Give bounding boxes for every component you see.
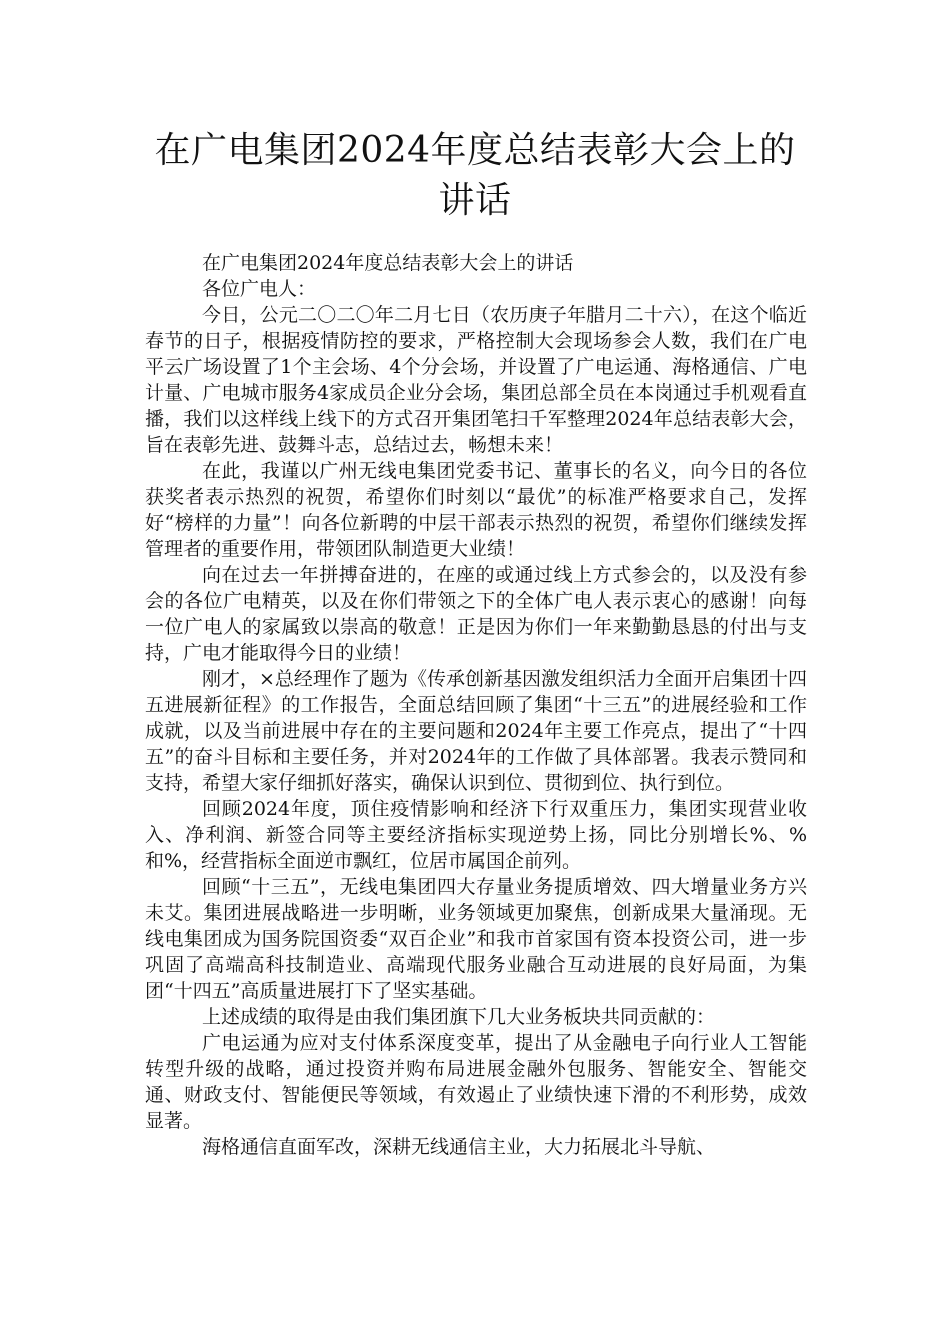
paragraph-subtitle: 在广电集团2024年度总结表彰大会上的讲话 (202, 252, 574, 274)
paragraph: 上述成绩的取得是由我们集团旗下几大业务板块共同贡献的： (202, 1006, 716, 1028)
document-title: 在广电集团2024年度总结表彰大会上的讲话 (154, 130, 796, 221)
paragraph: 回顾“十三五”，无线电集团四大存量业务提质增效、四大增量业务方兴未艾。集团进展战略进一步明晰，业务领域更加聚焦，创新成果大量涌现。无线电集团成为国务院国资委“双百企业”和我市首家国有资本投资公司，进一步巩固了高端高科技制造业、高端现代服务业融合互动进展的良好局面，为集团“十四五”高质量进展打下了坚实基础。 (145, 876, 807, 1002)
document-body (145, 250, 807, 1160)
paragraph: 海格通信直面军改，深耕无线通信主业，大力拓展北斗导航、 (202, 1136, 716, 1158)
paragraph: 今日，公元二〇二〇年二月七日（农历庚子年腊月二十六），在这个临近春节的日子，根据疫情防控的要求，严格控制大会现场参会人数，我们在广电平云广场设置了1个主会场、4个分会场，并设置了广电运通、海格通信、广电计量、广电城市服务4家成员企业分会场，集团总部全员在本岗通过手机观看直播，我们以这样线上线下的方式召开集团笔扫千军整理2024年总结表彰大会，旨在表彰先进、鼓舞斗志，总结过去，畅想未来！ (145, 304, 807, 456)
paragraph: 广电运通为应对支付体系深度变革，提出了从金融电子向行业人工智能转型升级的战略，通过投资并购布局进展金融外包服务、智能安全、智能交通、财政支付、智能便民等领域，有效遏止了业绩快速下滑的不利形势，成效显著。 (145, 1032, 807, 1132)
paragraph: 在此，我谨以广州无线电集团党委书记、董事长的名义，向今日的各位获奖者表示热烈的祝贺，希望你们时刻以“最优”的标准严格要求自己，发挥好“榜样的力量”！向各位新聘的中层干部表示热烈的祝贺，希望你们继续发挥管理者的重要作用，带领团队制造更大业绩！ (145, 460, 807, 560)
paragraph-salutation: 各位广电人： (202, 278, 317, 300)
paragraph: 回顾2024年度，顶住疫情影响和经济下行双重压力，集团实现营业收入、净利润、新签合同等主要经济指标实现逆势上扬，同比分别增长%、%和%，经营指标全面逆市飘红，位居市属国企前列。 (145, 798, 807, 872)
paragraph: 向在过去一年拼搏奋进的，在座的或通过线上方式参会的，以及没有参会的各位广电精英，以及在你们带领之下的全体广电人表示衷心的感谢！向每一位广电人的家属致以崇高的敬意！正是因为你们一年来勤勤恳恳的付出与支持，广电才能取得今日的业绩！ (145, 564, 807, 664)
paragraph: 刚才，×总经理作了题为《传承创新基因激发组织活力全面开启集团十四五进展新征程》的工作报告，全面总结回顾了集团“十三五”的进展经验和工作成就，以及当前进展中存在的主要问题和2024年主要工作亮点，提出了“十四五”的奋斗目标和主要任务，并对2024年的工作做了具体部署。我表示赞同和支持，希望大家仔细抓好落实，确保认识到位、贯彻到位、执行到位。 (145, 668, 807, 794)
